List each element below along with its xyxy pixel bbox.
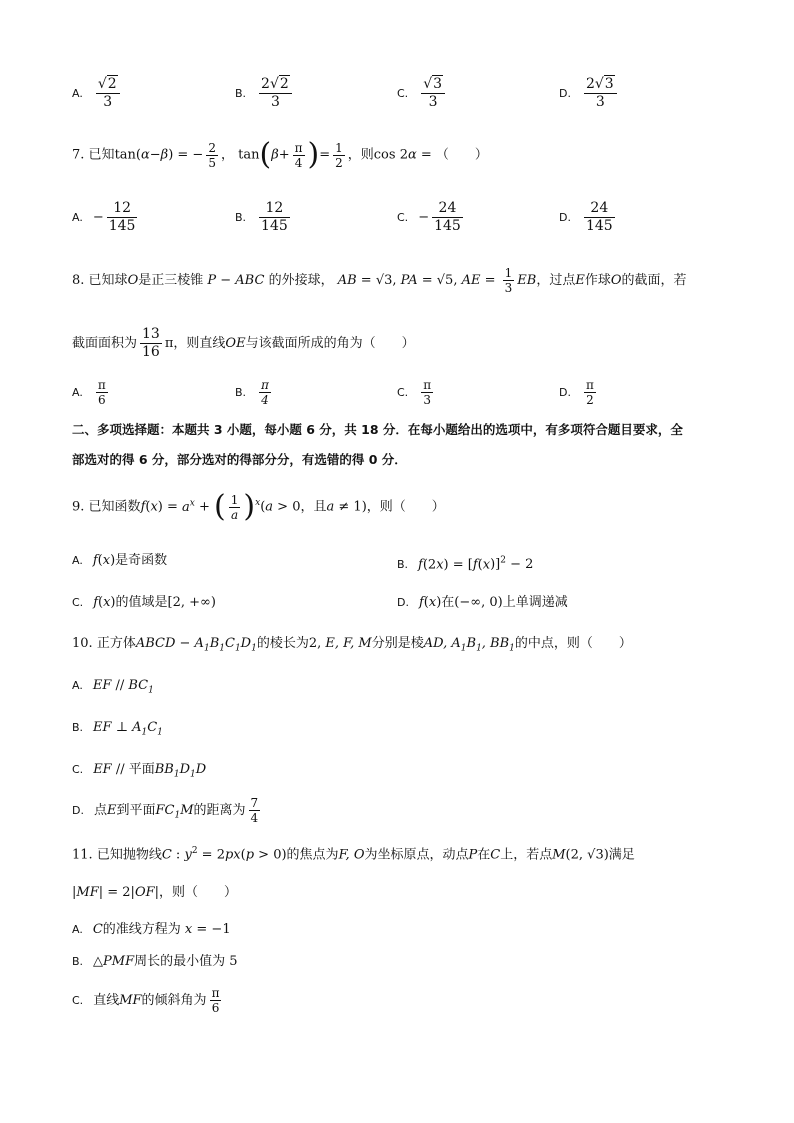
q11-option-a[interactable]: A. C的准线方程为 x = −1 [72, 922, 231, 937]
q10-option-a[interactable]: A. EF // $BC_1$ [72, 678, 154, 696]
q9-option-a[interactable]: A. f(x)是奇函数 [72, 553, 168, 568]
q8-option-c[interactable]: C. $\frac{\pi}{3}$ [397, 378, 432, 407]
q7-option-b[interactable]: B. $\frac{12}{145}$ [235, 200, 288, 234]
q8-option-a[interactable]: A. $\frac{\pi}{6}$ [72, 378, 106, 407]
q11-option-b[interactable]: B. △PMF周长的最小值为 5 [72, 954, 238, 969]
q6-option-c[interactable]: C. $\frac{√3}{3}$ [397, 76, 448, 111]
q7-option-c[interactable]: C. − $\frac{24}{145}$ [397, 200, 461, 234]
q7-stem: 7. 已知tan(α−β) = − $\frac{2}{5}$ ， tan(β+ $\frac{\pi}{4}$ )= $\frac{1}{2}$ ，则cos 2α = （ ） [72, 137, 488, 172]
q6-option-a[interactable]: A. $\frac{√2}{3}$ [72, 76, 123, 111]
q11-stem-line1: 11. 已知抛物线C : $y^2 = 2px(p > 0)$的焦点为F, O为坐标原点，动点P在C上，若点M(2, √3)满足 [72, 846, 635, 863]
q10-option-c[interactable]: C. EF // 平面$BB_1D_1D$ [72, 762, 207, 780]
q7-option-d[interactable]: D. $\frac{24}{145}$ [559, 200, 613, 234]
q9-option-c[interactable]: C. f(x)的值域是[2, +∞) [72, 595, 216, 610]
q6-option-b[interactable]: B. $\frac{2√2}{3}$ [235, 76, 295, 111]
section-heading-line2: 部选对的得 6 分，部分选对的得部分分，有选错的得 0 分． [72, 452, 407, 467]
q10-option-b[interactable]: B. EF ⊥ $A_1C_1$ [72, 720, 163, 738]
q8-stem-line2: 截面面积为 $\frac{13}{16}$ π，则直线OE与该截面所成的角为（ ） [72, 326, 415, 360]
q7-option-a[interactable]: A. − $\frac{12}{145}$ [72, 200, 136, 234]
q11-stem-line2: |MF| = 2|OF|，则（ ） [72, 885, 238, 900]
q9-option-d[interactable]: D. f(x)在(−∞, 0)上单调递减 [397, 595, 568, 610]
q10-option-d[interactable]: D. 点E到平面$FC_1M$的距离为 $\frac{7}{4}$ [72, 796, 259, 825]
q8-stem-line1: 8. 已知球O是正三棱锥 P − ABC 的外接球， AB = √3, PA = √5, AE = $\frac{1}{3}$ EB，过点E作球O的截面，若 [72, 266, 687, 295]
q11-option-c[interactable]: C. 直线MF的倾斜角为 $\frac{\pi}{6}$ [72, 986, 220, 1015]
q8-option-b[interactable]: B. $\frac{\pi}{4}$ [235, 378, 269, 407]
q9-option-b[interactable]: B. $f(2x) = [f(x)]^2 - 2$ [397, 556, 534, 573]
q10-stem: 10. 正方体ABCD − $A_1B_1C_1D_1$的棱长为2, E, F, M分别是棱AD, $A_1B_1$, $BB_1$的中点，则（ ） [72, 636, 632, 654]
q9-stem: 9. 已知函数$f(x) = a^x$ + ( $\frac{1}{a}$ )$^x$(a > 0，且a ≠ 1)，则（ ） [72, 489, 445, 524]
q8-option-d[interactable]: D. $\frac{\pi}{2}$ [559, 378, 594, 407]
section-heading-line1: 二、多项选择题：本题共 3 小题，每小题 6 分，共 18 分．在每小题给出的选项中，有多项符合题目要求，全 [72, 422, 683, 437]
q6-option-d[interactable]: D. $\frac{2√3}{3}$ [559, 76, 620, 111]
